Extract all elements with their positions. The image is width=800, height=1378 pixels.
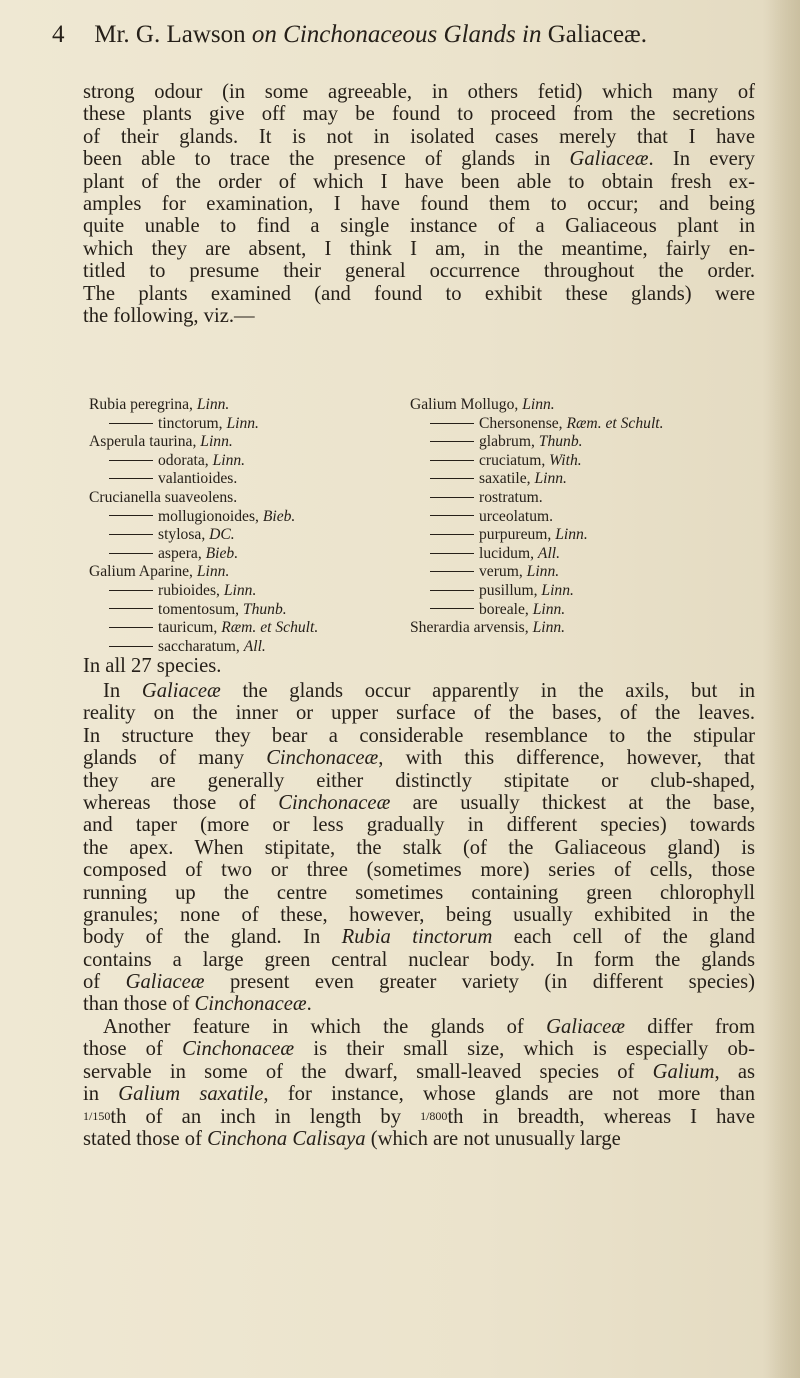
species-authority: Linn. xyxy=(532,600,566,618)
intro-paragraph xyxy=(83,81,755,327)
species-entry xyxy=(410,601,664,620)
header-title: Cinchonaceous Glands xyxy=(283,21,516,48)
ditto-dash xyxy=(109,553,153,554)
species-entry xyxy=(410,508,664,527)
species-name: pusillum, xyxy=(479,581,538,599)
body-line: glands of many Cinchonaceæ, with this difference, however, that xyxy=(83,747,755,770)
species-entry xyxy=(410,433,664,452)
body-line: they are generally either distinctly stipitate or club-shaped, xyxy=(83,769,755,792)
intro-line: titled to presume their general occurrence throughout the order. xyxy=(83,260,755,283)
species-name: verum, xyxy=(479,563,523,581)
ditto-dash xyxy=(109,460,153,461)
species-authority: Linn. xyxy=(223,581,257,599)
species-name: valantioides. xyxy=(158,470,238,488)
species-total: In all 27 species. xyxy=(83,655,222,677)
species-name: urceolatum. xyxy=(479,507,554,525)
species-name: Chersonense, xyxy=(479,414,563,432)
header-in: in xyxy=(522,21,542,48)
species-authority: Linn. xyxy=(196,563,230,581)
species-name: mollugionoides, xyxy=(158,507,259,525)
species-entry xyxy=(410,470,664,489)
species-authority: Linn. xyxy=(226,414,259,432)
species-entry xyxy=(89,508,318,527)
ditto-dash xyxy=(430,534,474,535)
header-author: Mr. G. Lawson xyxy=(94,21,246,48)
ditto-dash xyxy=(430,571,474,572)
species-authority: All. xyxy=(243,637,266,655)
intro-line: plant of the order of which I have been able to obtain fresh ex- xyxy=(83,170,755,193)
ditto-dash xyxy=(109,608,153,609)
body-line: 1/150th of an inch in length by 1/800th in breadth, whereas I have xyxy=(83,1106,755,1129)
species-name: Galium Mollugo, xyxy=(410,396,519,413)
species-authority: Ræm. et Schult. xyxy=(221,619,319,637)
species-name: tauricum, xyxy=(158,619,218,637)
body-line: stated those of Cinchona Calisaya (which are not unusually large xyxy=(83,1127,621,1150)
species-entry xyxy=(89,563,318,582)
species-name: boreale, xyxy=(479,600,529,618)
species-name: aspera, xyxy=(158,544,202,562)
intro-line: these plants give off may be found to proceed from the secretions xyxy=(83,103,755,126)
species-authority: Thunb. xyxy=(242,600,287,618)
species-name: tomentosum, xyxy=(158,600,239,618)
ditto-dash xyxy=(109,590,153,591)
species-entry xyxy=(410,452,664,471)
species-name: glabrum, xyxy=(479,433,535,451)
species-authority: Linn. xyxy=(555,526,588,544)
body-line: contains a large green central nuclear body. In form the glands xyxy=(83,948,755,971)
species-authority: Linn. xyxy=(522,396,555,413)
species-authority: Linn. xyxy=(534,470,567,488)
species-entry xyxy=(89,470,318,489)
species-entry xyxy=(410,545,664,564)
ditto-dash xyxy=(430,608,474,609)
body-paragraphs xyxy=(83,680,755,1150)
species-name: saccharatum, xyxy=(158,637,240,655)
body-line: composed of two or three (sometimes more) series of cells, those xyxy=(83,859,755,882)
body-line: whereas those of Cinchonaceæ are usually thickest at the base, xyxy=(83,791,755,814)
species-name: odorata, xyxy=(158,451,209,469)
species-entry xyxy=(410,619,664,638)
species-entry xyxy=(89,489,318,508)
ditto-dash xyxy=(430,478,474,479)
species-name: rostratum. xyxy=(479,488,543,506)
species-authority: DC. xyxy=(209,526,235,544)
body-line: servable in some of the dwarf, small-leaved species of Galium, as xyxy=(83,1060,755,1083)
species-authority: Linn. xyxy=(212,451,246,469)
body-line: reality on the inner or upper surface of the bases, of the leaves. xyxy=(83,702,755,725)
species-authority: Linn. xyxy=(196,396,230,413)
species-entry xyxy=(410,563,664,582)
ditto-dash xyxy=(109,646,153,647)
species-authority: Bieb. xyxy=(205,544,239,562)
species-entry xyxy=(89,638,318,657)
species-entry xyxy=(89,545,318,564)
species-authority: Linn. xyxy=(532,619,566,637)
ditto-dash xyxy=(430,515,474,516)
species-name: rubioides, xyxy=(158,581,220,599)
page-edge-shadow xyxy=(762,0,800,1378)
ditto-dash xyxy=(430,423,474,424)
species-entry xyxy=(410,396,664,415)
species-name: Crucianella suaveolens. xyxy=(89,488,238,506)
species-entry xyxy=(89,396,318,415)
body-line: In structure they bear a considerable resemblance to the stipular xyxy=(83,724,755,747)
species-entry xyxy=(410,526,664,545)
ditto-dash xyxy=(430,460,474,461)
species-name: saxatile, xyxy=(479,470,531,488)
fraction: 1/150 xyxy=(83,1109,111,1124)
intro-line: strong odour (in some agreeable, in others fetid) which many of xyxy=(83,81,755,103)
species-entry xyxy=(410,415,664,434)
species-authority: Linn. xyxy=(541,581,574,599)
species-name: purpureum, xyxy=(479,526,552,544)
species-authority: With. xyxy=(549,451,582,469)
body-line: running up the centre sometimes containing green chlorophyll xyxy=(83,881,755,904)
species-entry xyxy=(89,619,318,638)
page-number: 4 xyxy=(52,21,65,48)
species-name: cruciatum, xyxy=(479,451,546,469)
intro-line: which they are absent, I think I am, in the meantime, fairly en- xyxy=(83,237,755,260)
intro-line: the following, viz.— xyxy=(83,304,255,327)
ditto-dash xyxy=(430,590,474,591)
species-entry xyxy=(89,526,318,545)
header-family: Galiaceæ. xyxy=(547,21,647,48)
body-line: Another feature in which the glands of Galiaceæ differ from xyxy=(103,1015,755,1038)
intro-line: quite unable to find a single instance of a Galiaceous plant in xyxy=(83,215,755,238)
intro-line: been able to trace the presence of glands in Galiaceæ. In every xyxy=(83,148,755,171)
ditto-dash xyxy=(109,423,153,424)
species-name: tinctorum, xyxy=(158,414,223,432)
ditto-dash xyxy=(430,441,474,442)
species-name: Galium Aparine, xyxy=(89,563,193,581)
species-name: stylosa, xyxy=(158,526,206,544)
ditto-dash xyxy=(430,553,474,554)
body-line: body of the gland. In Rubia tinctorum each cell of the gland xyxy=(83,926,755,949)
body-line: those of Cinchonaceæ is their small size, which is especially ob- xyxy=(83,1038,756,1061)
species-authority: All. xyxy=(537,544,561,562)
species-name: Rubia peregrina, xyxy=(89,396,193,413)
ditto-dash xyxy=(109,534,153,535)
body-line: the apex. When stipitate, the stalk (of the Galiaceous gland) is xyxy=(83,836,755,859)
ditto-dash xyxy=(109,627,153,628)
fraction: 1/800 xyxy=(420,1109,448,1124)
ditto-dash xyxy=(109,478,153,479)
species-list-left xyxy=(89,396,318,656)
species-entry xyxy=(89,433,318,452)
running-head xyxy=(52,20,752,50)
species-authority: Bieb. xyxy=(262,507,296,525)
ditto-dash xyxy=(430,497,474,498)
species-authority: Ræm. et Schult. xyxy=(566,414,664,432)
species-authority: Linn. xyxy=(526,563,560,581)
species-entry xyxy=(410,582,664,601)
species-entry xyxy=(89,415,318,434)
intro-line: The plants examined (and found to exhibit these glands) were xyxy=(83,282,755,305)
species-entry xyxy=(89,601,318,620)
intro-line: of their glands. It is not in isolated cases merely that I have xyxy=(83,125,755,148)
body-line: granules; none of these, however, being usually exhibited in the xyxy=(83,903,755,926)
body-line: of Galiaceæ present even greater variety (in different species) xyxy=(83,971,755,994)
species-authority: Thunb. xyxy=(538,433,583,451)
species-entry xyxy=(410,489,664,508)
species-list-right xyxy=(410,396,664,638)
species-entry xyxy=(89,452,318,471)
species-name: lucidum, xyxy=(479,544,535,562)
species-entry xyxy=(89,582,318,601)
species-name: Sherardia arvensis, xyxy=(410,619,529,637)
species-authority: Linn. xyxy=(200,433,233,451)
body-line: than those of Cinchonaceæ. xyxy=(83,993,312,1016)
body-line: in Galium saxatile, for instance, whose glands are not more than xyxy=(83,1083,755,1106)
intro-line: amples for examination, I have found them to occur; and being xyxy=(83,192,755,215)
body-line: and taper (more or less gradually in different species) towards xyxy=(83,814,755,837)
ditto-dash xyxy=(109,515,153,516)
header-on: on xyxy=(251,21,277,48)
species-name: Asperula taurina, xyxy=(89,433,197,451)
body-line: In Galiaceæ the glands occur apparently in the axils, but in xyxy=(103,680,755,702)
